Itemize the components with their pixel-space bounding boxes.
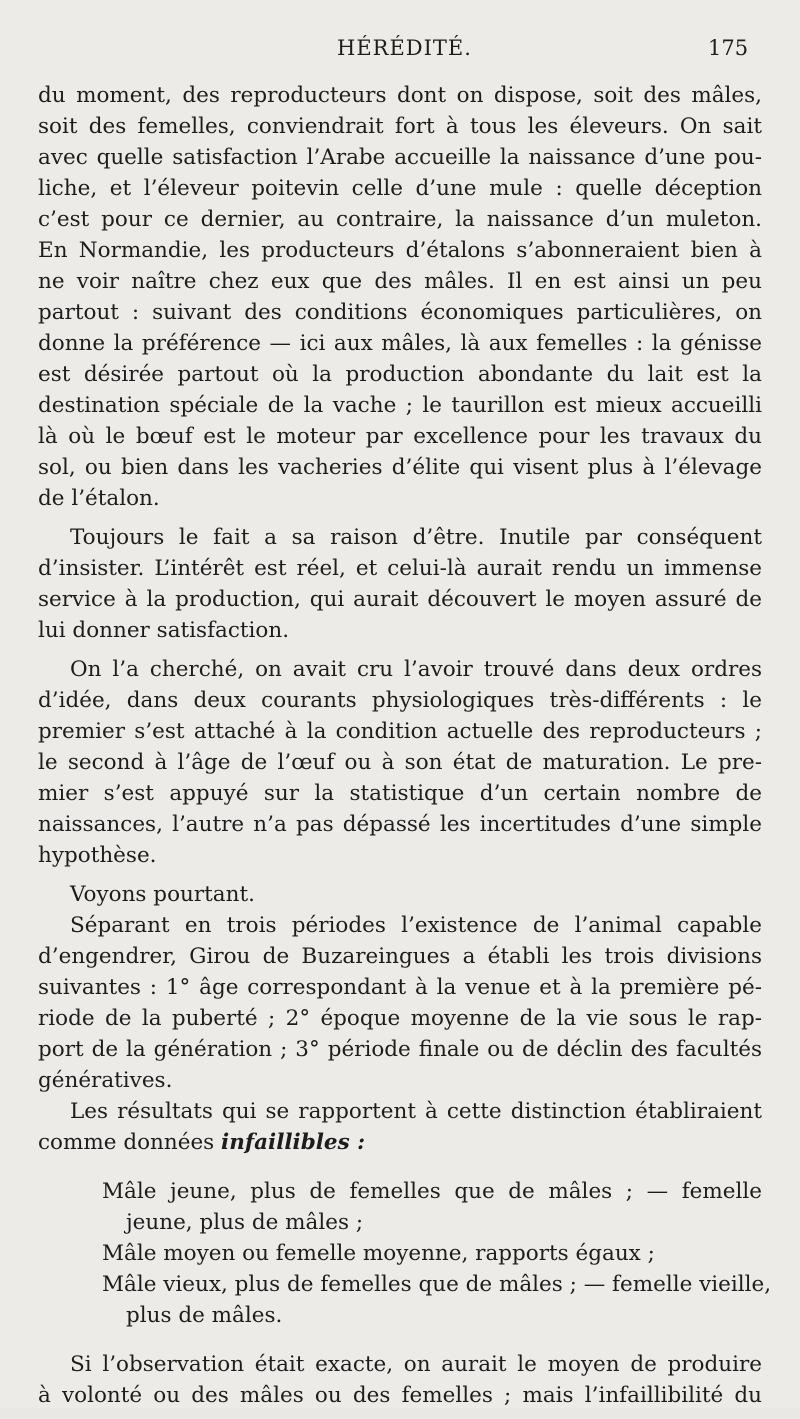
text-line: riode de la puberté ; 2° époque moyenne de la vie sous le rap- xyxy=(38,1006,762,1031)
paragraph-3 xyxy=(38,654,762,871)
running-title: HÉRÉDITÉ. xyxy=(337,36,472,60)
text-line: ne voir naître chez eux que des mâles. Il en est ainsi un peu xyxy=(38,269,762,294)
paragraph-1 xyxy=(38,80,762,514)
paragraph-7 xyxy=(38,1349,762,1411)
running-head xyxy=(0,36,800,64)
text-fragment: comme données xyxy=(38,1130,222,1155)
text-line xyxy=(38,1127,762,1158)
text-line: suivantes : 1° âge correspondant à la venue et à la première pé- xyxy=(38,975,762,1000)
text-line: Si l’observation était exacte, on aurait le moyen de produire xyxy=(70,1352,762,1377)
list-item: Mâle jeune, plus de femelles que de mâles ; — femelle xyxy=(102,1179,762,1204)
text-line: avec quelle satisfaction l’Arabe accueille la naissance d’une pou- xyxy=(38,145,762,170)
page-number: 175 xyxy=(708,36,749,60)
list-item-continuation: jeune, plus de mâles ; xyxy=(126,1210,364,1235)
text-line: le second à l’âge de l’œuf ou à son état de maturation. Le pre- xyxy=(38,750,762,775)
text-line: partout : suivant des conditions économiques particulières, on xyxy=(38,300,762,325)
text-line: Toujours le fait a sa raison d’être. Inutile par conséquent xyxy=(70,525,762,550)
paragraph-6 xyxy=(38,1096,762,1158)
text-line: là où le bœuf est le moteur par excellence pour les travaux du xyxy=(38,424,762,449)
paragraph-4 xyxy=(38,879,762,910)
text-line: On l’a cherché, on avait cru l’avoir trouvé dans deux ordres xyxy=(70,657,762,682)
text-line: Les résultats qui se rapportent à cette distinction établiraient xyxy=(70,1099,762,1124)
text-line: Séparant en trois périodes l’existence de l’animal capable xyxy=(70,913,762,938)
list-item: Mâle vieux, plus de femelles que de mâles ; — femelle vieille, xyxy=(102,1272,772,1297)
text-line: d’engendrer, Girou de Buzareingues a établi les trois divisions xyxy=(38,944,762,969)
text-line: est désirée partout où la production abondante du lait est la xyxy=(38,362,762,387)
text-line: à volonté ou des mâles ou des femelles ; mais l’infaillibilité du xyxy=(38,1383,762,1408)
text-line: naissances, l’autre n’a pas dépassé les incertitudes d’une simple xyxy=(38,812,762,837)
text-line: mier s’est appuyé sur la statistique d’un certain nombre de xyxy=(38,781,762,806)
text-line: de l’étalon. xyxy=(38,486,160,511)
text-line: service à la production, qui aurait découvert le moyen assuré de xyxy=(38,587,762,612)
text-line: En Normandie, les producteurs d’étalons s’abonneraient bien à xyxy=(38,238,762,263)
body-text xyxy=(38,80,772,1419)
rule-list xyxy=(38,1176,772,1331)
list-item: Mâle moyen ou femelle moyenne, rapports égaux ; xyxy=(102,1241,655,1266)
text-line: hypothèse. xyxy=(38,843,157,868)
paragraph-2 xyxy=(38,522,762,646)
text-line: destination spéciale de la vache ; le taurillon est mieux accueilli xyxy=(38,393,762,418)
text-line: port de la génération ; 3° période finale ou de déclin des facultés xyxy=(38,1037,762,1062)
text-line: soit des femelles, conviendrait fort à tous les éleveurs. On sait xyxy=(38,114,762,139)
text-line: lui donner satisfaction. xyxy=(38,618,290,643)
text-line: liche, et l’éleveur poitevin celle d’une mule : quelle déception xyxy=(38,176,762,201)
text-line: c’est pour ce dernier, au contraire, la naissance d’un muleton. xyxy=(38,207,762,232)
text-line: génératives. xyxy=(38,1068,173,1093)
emphasis: infaillibles : xyxy=(221,1130,366,1155)
list-item-continuation: plus de mâles. xyxy=(126,1303,283,1328)
text-line: d’idée, dans deux courants physiologiques très-différents : le xyxy=(38,688,762,713)
text-line: du moment, des reproducteurs dont on dispose, soit des mâles, xyxy=(38,83,762,108)
text-line: sol, ou bien dans les vacheries d’élite qui visent plus à l’élevage xyxy=(38,455,762,480)
paragraph-5 xyxy=(38,910,762,1096)
text-line: d’insister. L’intérêt est réel, et celui-là aurait rendu un immense xyxy=(38,556,762,581)
text-line: donne la préférence — ici aux mâles, là aux femelles : la génisse xyxy=(38,331,762,356)
text-line: premier s’est attaché à la condition actuelle des reproducteurs ; xyxy=(38,719,762,744)
text-line: Voyons pourtant. xyxy=(70,882,255,907)
